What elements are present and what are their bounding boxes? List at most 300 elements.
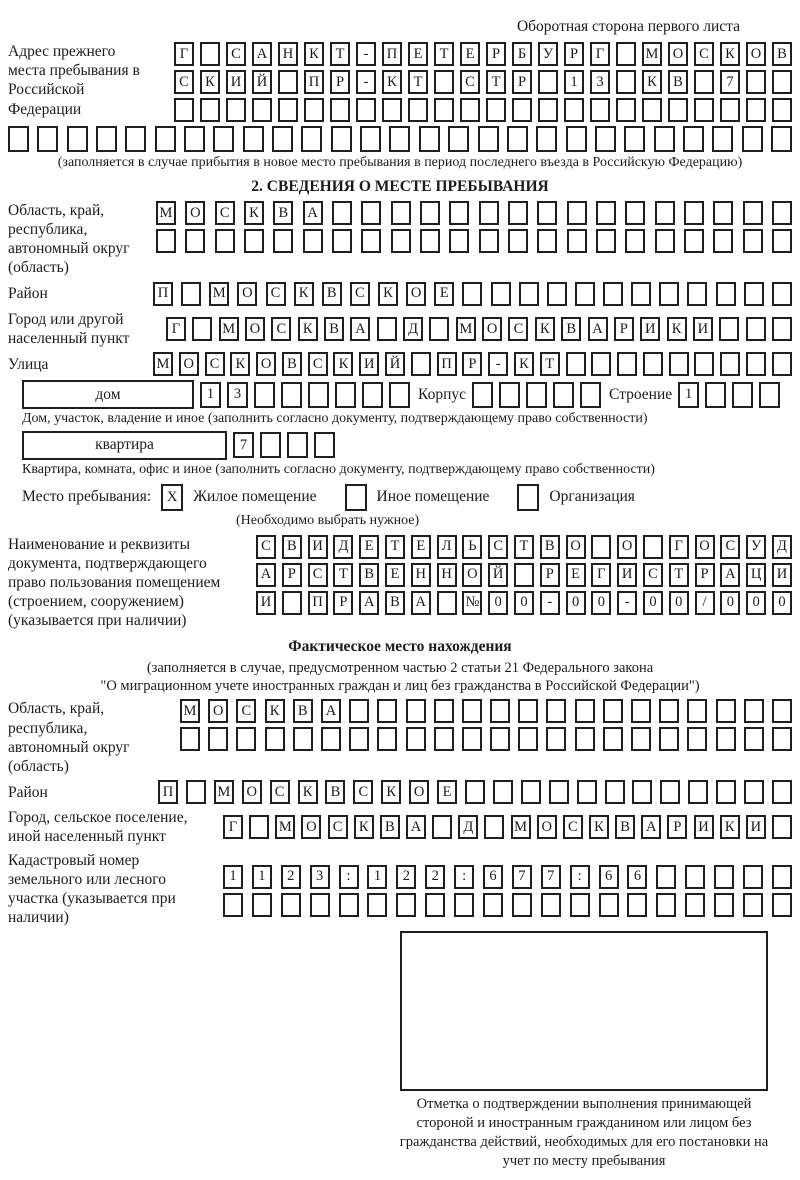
grid-cell[interactable]: П (437, 352, 457, 376)
grid-cell[interactable]: 3 (590, 70, 610, 94)
grid-cell[interactable] (278, 98, 298, 122)
grid-cell[interactable] (281, 893, 301, 917)
grid-cell[interactable] (361, 201, 381, 225)
grid-cell[interactable]: В (293, 699, 313, 723)
grid-cell[interactable] (356, 98, 376, 122)
grid-cell[interactable] (772, 282, 792, 306)
grid-cell[interactable] (449, 229, 469, 253)
grid-cell[interactable]: И (359, 352, 379, 376)
grid-cell[interactable] (685, 865, 705, 889)
grid-cell[interactable] (491, 282, 511, 306)
grid-cell[interactable] (694, 98, 714, 122)
grid-cell[interactable]: С (350, 282, 370, 306)
grid-cell[interactable] (716, 699, 736, 723)
grid-cell[interactable]: 2 (396, 865, 416, 889)
grid-cell[interactable] (744, 282, 764, 306)
grid-cell[interactable] (391, 201, 411, 225)
grid-cell[interactable] (249, 815, 269, 839)
grid-cell[interactable] (420, 201, 440, 225)
grid-cell[interactable]: 0 (746, 591, 766, 615)
grid-cell[interactable] (186, 780, 206, 804)
grid-cell[interactable] (200, 42, 220, 66)
grid-cell[interactable] (772, 699, 792, 723)
grid-cell[interactable] (643, 535, 663, 559)
grid-cell[interactable] (632, 780, 652, 804)
grid-cell[interactable]: В (561, 317, 581, 341)
grid-cell[interactable] (732, 382, 753, 408)
grid-cell[interactable]: Г (669, 535, 689, 559)
grid-cell[interactable]: И (226, 70, 246, 94)
grid-cell[interactable]: 2 (425, 865, 445, 889)
grid-cell[interactable]: О (746, 42, 766, 66)
grid-cell[interactable]: О (409, 780, 429, 804)
confirmation-mark-box[interactable] (400, 931, 768, 1091)
grid-cell[interactable] (332, 229, 352, 253)
grid-cell[interactable]: 7 (512, 865, 532, 889)
grid-cell[interactable] (518, 699, 538, 723)
grid-cell[interactable] (566, 126, 587, 152)
grid-cell[interactable] (716, 282, 736, 306)
grid-cell[interactable]: Е (460, 42, 480, 66)
grid-cell[interactable] (391, 229, 411, 253)
grid-cell[interactable]: Ц (746, 563, 766, 587)
grid-cell[interactable] (200, 98, 220, 122)
grid-cell[interactable]: С (643, 563, 663, 587)
grid-cell[interactable] (377, 727, 397, 751)
grid-cell[interactable] (125, 126, 146, 152)
grid-cell[interactable] (631, 727, 651, 751)
grid-cell[interactable]: С (236, 699, 256, 723)
grid-cell[interactable] (625, 229, 645, 253)
grid-cell[interactable]: О (208, 699, 228, 723)
grid-cell[interactable] (549, 780, 569, 804)
grid-cell[interactable] (420, 229, 440, 253)
grid-cell[interactable]: К (589, 815, 609, 839)
grid-cell[interactable] (616, 42, 636, 66)
grid-cell[interactable] (223, 893, 243, 917)
grid-cell[interactable] (349, 699, 369, 723)
grid-cell[interactable] (746, 98, 766, 122)
grid-cell[interactable] (490, 727, 510, 751)
grid-cell[interactable] (631, 699, 651, 723)
grid-cell[interactable] (213, 126, 234, 152)
grid-cell[interactable]: 1 (564, 70, 584, 94)
grid-cell[interactable]: О (237, 282, 257, 306)
grid-cell[interactable]: Д (403, 317, 423, 341)
grid-cell[interactable] (772, 317, 792, 341)
grid-cell[interactable]: О (566, 535, 586, 559)
grid-cell[interactable] (591, 535, 611, 559)
grid-cell[interactable] (772, 893, 792, 917)
grid-cell[interactable] (541, 893, 561, 917)
grid-cell[interactable] (744, 780, 764, 804)
grid-cell[interactable]: Р (695, 563, 715, 587)
grid-cell[interactable] (243, 126, 264, 152)
grid-cell[interactable]: К (381, 780, 401, 804)
grid-cell[interactable]: 0 (669, 591, 689, 615)
grid-cell[interactable] (244, 229, 264, 253)
grid-cell[interactable]: 6 (483, 865, 503, 889)
grid-cell[interactable]: - (488, 352, 508, 376)
grid-cell[interactable]: П (308, 591, 328, 615)
grid-cell[interactable]: Т (330, 42, 350, 66)
grid-cell[interactable] (460, 98, 480, 122)
grid-cell[interactable] (546, 727, 566, 751)
grid-cell[interactable]: 7 (233, 432, 254, 458)
grid-cell[interactable]: Т (669, 563, 689, 587)
grid-cell[interactable] (321, 727, 341, 751)
grid-cell[interactable] (362, 382, 383, 408)
grid-cell[interactable] (483, 893, 503, 917)
grid-cell[interactable] (293, 727, 313, 751)
grid-cell[interactable] (331, 126, 352, 152)
grid-cell[interactable] (687, 727, 707, 751)
grid-cell[interactable] (265, 727, 285, 751)
grid-cell[interactable]: М (511, 815, 531, 839)
grid-cell[interactable] (744, 727, 764, 751)
grid-cell[interactable] (519, 282, 539, 306)
grid-cell[interactable] (236, 727, 256, 751)
grid-cell[interactable]: Н (437, 563, 457, 587)
grid-cell[interactable]: В (282, 352, 302, 376)
grid-cell[interactable] (659, 282, 679, 306)
grid-cell[interactable] (449, 201, 469, 225)
grid-cell[interactable]: С (720, 535, 740, 559)
grid-cell[interactable] (226, 98, 246, 122)
grid-cell[interactable] (252, 98, 272, 122)
grid-cell[interactable] (685, 893, 705, 917)
grid-cell[interactable]: К (667, 317, 687, 341)
grid-cell[interactable]: В (324, 317, 344, 341)
grid-cell[interactable] (575, 282, 595, 306)
grid-cell[interactable] (714, 865, 734, 889)
grid-cell[interactable]: К (382, 70, 402, 94)
grid-cell[interactable]: Д (458, 815, 478, 839)
grid-cell[interactable] (566, 352, 586, 376)
grid-cell[interactable]: Е (434, 282, 454, 306)
grid-cell[interactable] (408, 98, 428, 122)
residential-checkbox[interactable]: X (161, 484, 183, 511)
grid-cell[interactable] (616, 98, 636, 122)
grid-cell[interactable] (339, 893, 359, 917)
grid-cell[interactable]: О (242, 780, 262, 804)
grid-cell[interactable]: А (588, 317, 608, 341)
grid-cell[interactable] (605, 780, 625, 804)
grid-cell[interactable] (349, 727, 369, 751)
grid-cell[interactable] (479, 229, 499, 253)
grid-cell[interactable]: С (488, 535, 508, 559)
grid-cell[interactable]: К (720, 815, 740, 839)
grid-cell[interactable] (273, 229, 293, 253)
grid-cell[interactable]: К (642, 70, 662, 94)
grid-cell[interactable] (694, 352, 714, 376)
grid-cell[interactable]: С (174, 70, 194, 94)
grid-cell[interactable]: Т (486, 70, 506, 94)
grid-cell[interactable] (772, 815, 792, 839)
grid-cell[interactable]: М (156, 201, 176, 225)
grid-cell[interactable]: И (746, 815, 766, 839)
grid-cell[interactable]: С (308, 563, 328, 587)
grid-cell[interactable] (713, 201, 733, 225)
grid-cell[interactable] (669, 352, 689, 376)
grid-cell[interactable]: О (695, 535, 715, 559)
grid-cell[interactable] (8, 126, 29, 152)
grid-cell[interactable]: Й (488, 563, 508, 587)
grid-cell[interactable]: Н (411, 563, 431, 587)
grid-cell[interactable]: Е (566, 563, 586, 587)
grid-cell[interactable] (591, 352, 611, 376)
grid-cell[interactable] (603, 727, 623, 751)
grid-cell[interactable]: С (508, 317, 528, 341)
grid-cell[interactable]: О (668, 42, 688, 66)
grid-cell[interactable] (472, 382, 493, 408)
grid-cell[interactable] (432, 815, 452, 839)
grid-cell[interactable] (514, 563, 534, 587)
grid-cell[interactable]: А (350, 317, 370, 341)
grid-cell[interactable]: О (245, 317, 265, 341)
grid-cell[interactable]: С (308, 352, 328, 376)
grid-cell[interactable] (526, 382, 547, 408)
grid-cell[interactable] (694, 70, 714, 94)
grid-cell[interactable] (655, 229, 675, 253)
grid-cell[interactable] (304, 98, 324, 122)
grid-cell[interactable]: П (382, 42, 402, 66)
grid-cell[interactable]: К (200, 70, 220, 94)
grid-cell[interactable] (208, 727, 228, 751)
grid-cell[interactable] (382, 98, 402, 122)
grid-cell[interactable]: К (378, 282, 398, 306)
grid-cell[interactable]: О (406, 282, 426, 306)
grid-cell[interactable]: - (617, 591, 637, 615)
grid-cell[interactable]: Б (512, 42, 532, 66)
grid-cell[interactable]: 6 (627, 865, 647, 889)
grid-cell[interactable] (713, 229, 733, 253)
grid-cell[interactable]: У (538, 42, 558, 66)
grid-cell[interactable] (687, 699, 707, 723)
grid-cell[interactable] (180, 727, 200, 751)
grid-cell[interactable] (772, 780, 792, 804)
grid-cell[interactable] (599, 893, 619, 917)
grid-cell[interactable]: А (641, 815, 661, 839)
grid-cell[interactable] (512, 893, 532, 917)
grid-cell[interactable] (434, 699, 454, 723)
grid-cell[interactable]: В (772, 42, 792, 66)
grid-cell[interactable] (688, 780, 708, 804)
grid-cell[interactable]: Н (278, 42, 298, 66)
grid-cell[interactable] (278, 70, 298, 94)
grid-cell[interactable] (310, 893, 330, 917)
grid-cell[interactable]: С (256, 535, 276, 559)
grid-cell[interactable] (616, 70, 636, 94)
grid-cell[interactable] (308, 382, 329, 408)
grid-cell[interactable] (377, 699, 397, 723)
grid-cell[interactable] (389, 126, 410, 152)
grid-cell[interactable] (507, 126, 528, 152)
grid-cell[interactable]: 0 (566, 591, 586, 615)
grid-cell[interactable]: Г (174, 42, 194, 66)
grid-cell[interactable]: Е (385, 563, 405, 587)
grid-cell[interactable]: № (462, 591, 482, 615)
grid-cell[interactable] (553, 382, 574, 408)
grid-cell[interactable]: В (282, 535, 302, 559)
grid-cell[interactable] (478, 126, 499, 152)
grid-cell[interactable] (335, 382, 356, 408)
grid-cell[interactable]: В (273, 201, 293, 225)
grid-cell[interactable] (719, 317, 739, 341)
grid-cell[interactable]: И (256, 591, 276, 615)
grid-cell[interactable] (772, 98, 792, 122)
grid-cell[interactable] (499, 382, 520, 408)
other-premises-checkbox[interactable] (345, 484, 367, 511)
grid-cell[interactable] (37, 126, 58, 152)
grid-cell[interactable]: 6 (599, 865, 619, 889)
grid-cell[interactable] (743, 893, 763, 917)
grid-cell[interactable] (518, 727, 538, 751)
grid-cell[interactable]: Г (591, 563, 611, 587)
grid-cell[interactable] (367, 893, 387, 917)
grid-cell[interactable]: К (244, 201, 264, 225)
grid-cell[interactable]: Р (333, 591, 353, 615)
grid-cell[interactable] (537, 201, 557, 225)
grid-cell[interactable]: С (205, 352, 225, 376)
grid-cell[interactable]: 7 (720, 70, 740, 94)
grid-cell[interactable] (743, 865, 763, 889)
grid-cell[interactable] (656, 865, 676, 889)
grid-cell[interactable] (772, 865, 792, 889)
grid-cell[interactable]: - (356, 70, 376, 94)
grid-cell[interactable]: В (385, 591, 405, 615)
grid-cell[interactable] (570, 893, 590, 917)
grid-cell[interactable] (659, 727, 679, 751)
grid-cell[interactable] (508, 229, 528, 253)
grid-cell[interactable]: В (359, 563, 379, 587)
grid-cell[interactable]: О (256, 352, 276, 376)
grid-cell[interactable]: К (354, 815, 374, 839)
grid-cell[interactable] (567, 229, 587, 253)
grid-cell[interactable]: - (540, 591, 560, 615)
grid-cell[interactable] (668, 98, 688, 122)
grid-cell[interactable]: 0 (643, 591, 663, 615)
grid-cell[interactable] (627, 893, 647, 917)
grid-cell[interactable]: - (356, 42, 376, 66)
grid-cell[interactable] (389, 382, 410, 408)
grid-cell[interactable] (490, 699, 510, 723)
grid-cell[interactable] (575, 727, 595, 751)
grid-cell[interactable] (742, 126, 763, 152)
grid-cell[interactable] (714, 893, 734, 917)
grid-cell[interactable] (377, 317, 397, 341)
grid-cell[interactable] (659, 699, 679, 723)
grid-cell[interactable] (687, 282, 707, 306)
grid-cell[interactable] (254, 382, 275, 408)
grid-cell[interactable] (772, 201, 792, 225)
grid-cell[interactable]: О (482, 317, 502, 341)
grid-cell[interactable] (330, 98, 350, 122)
grid-cell[interactable] (508, 201, 528, 225)
grid-cell[interactable] (746, 352, 766, 376)
grid-cell[interactable]: Р (330, 70, 350, 94)
grid-cell[interactable] (716, 727, 736, 751)
grid-cell[interactable]: Г (590, 42, 610, 66)
grid-cell[interactable] (429, 317, 449, 341)
grid-cell[interactable] (537, 229, 557, 253)
grid-cell[interactable] (759, 382, 780, 408)
grid-cell[interactable] (156, 229, 176, 253)
grid-cell[interactable]: К (230, 352, 250, 376)
grid-cell[interactable] (360, 126, 381, 152)
grid-cell[interactable]: 3 (227, 382, 248, 408)
grid-cell[interactable]: О (301, 815, 321, 839)
grid-cell[interactable] (684, 201, 704, 225)
grid-cell[interactable] (743, 229, 763, 253)
grid-cell[interactable]: Е (408, 42, 428, 66)
grid-cell[interactable] (215, 229, 235, 253)
grid-cell[interactable] (624, 126, 645, 152)
grid-cell[interactable]: 0 (591, 591, 611, 615)
grid-cell[interactable]: 3 (310, 865, 330, 889)
grid-cell[interactable] (484, 815, 504, 839)
grid-cell[interactable]: К (265, 699, 285, 723)
grid-cell[interactable]: И (693, 317, 713, 341)
grid-cell[interactable]: 0 (772, 591, 792, 615)
grid-cell[interactable] (567, 201, 587, 225)
grid-cell[interactable] (564, 98, 584, 122)
grid-cell[interactable] (625, 201, 645, 225)
grid-cell[interactable] (654, 126, 675, 152)
grid-cell[interactable]: Р (512, 70, 532, 94)
grid-cell[interactable] (603, 282, 623, 306)
grid-cell[interactable]: А (720, 563, 740, 587)
grid-cell[interactable] (314, 432, 335, 458)
grid-cell[interactable]: Е (359, 535, 379, 559)
grid-cell[interactable] (434, 70, 454, 94)
grid-cell[interactable] (465, 780, 485, 804)
grid-cell[interactable]: Р (540, 563, 560, 587)
grid-cell[interactable] (536, 126, 557, 152)
grid-cell[interactable]: М (219, 317, 239, 341)
grid-cell[interactable] (683, 126, 704, 152)
grid-cell[interactable]: А (303, 201, 323, 225)
grid-cell[interactable] (772, 352, 792, 376)
grid-cell[interactable]: Е (437, 780, 457, 804)
grid-cell[interactable]: 1 (252, 865, 272, 889)
grid-cell[interactable] (411, 352, 431, 376)
grid-cell[interactable]: С (328, 815, 348, 839)
grid-cell[interactable]: С (266, 282, 286, 306)
grid-cell[interactable]: Т (514, 535, 534, 559)
grid-cell[interactable]: К (304, 42, 324, 66)
grid-cell[interactable] (577, 780, 597, 804)
grid-cell[interactable]: Й (385, 352, 405, 376)
grid-cell[interactable]: А (256, 563, 276, 587)
grid-cell[interactable]: В (615, 815, 635, 839)
grid-cell[interactable] (493, 780, 513, 804)
grid-cell[interactable] (67, 126, 88, 152)
grid-cell[interactable] (617, 352, 637, 376)
grid-cell[interactable]: О (185, 201, 205, 225)
grid-cell[interactable] (546, 699, 566, 723)
grid-cell[interactable]: А (406, 815, 426, 839)
grid-cell[interactable] (287, 432, 308, 458)
grid-cell[interactable] (425, 893, 445, 917)
grid-cell[interactable] (396, 893, 416, 917)
grid-cell[interactable] (448, 126, 469, 152)
grid-cell[interactable]: С (460, 70, 480, 94)
grid-cell[interactable]: У (746, 535, 766, 559)
grid-cell[interactable] (155, 126, 176, 152)
grid-cell[interactable] (303, 229, 323, 253)
grid-cell[interactable]: Т (385, 535, 405, 559)
